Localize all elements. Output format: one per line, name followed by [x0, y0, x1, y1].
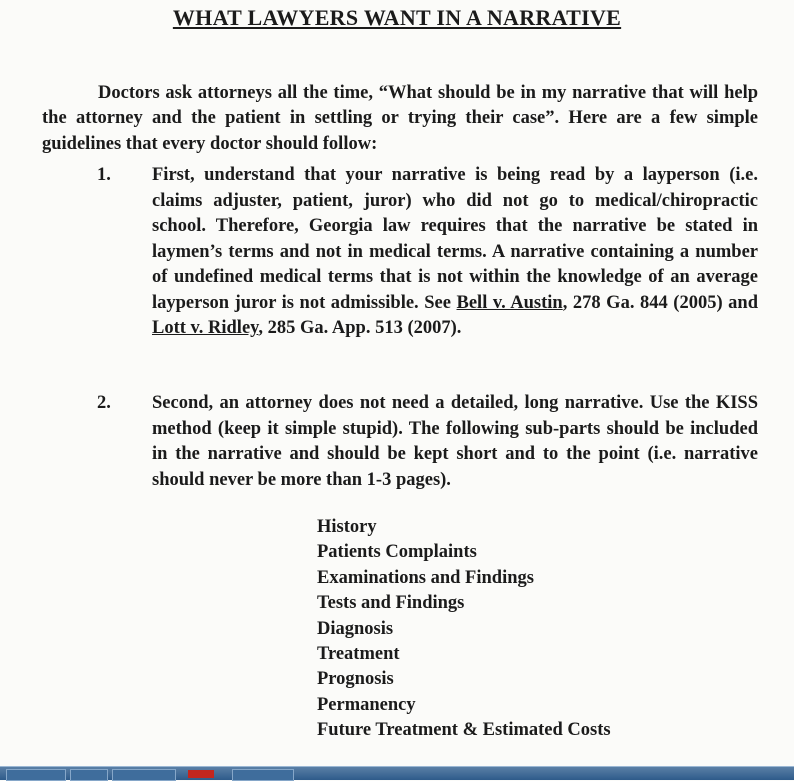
- subpart-item: Examinations and Findings: [317, 567, 534, 588]
- item-text: [152, 163, 758, 342]
- taskbar-button[interactable]: [70, 769, 108, 781]
- item-text-part: , 285 Ga. App. 513 (2007).: [258, 318, 462, 338]
- subparts-list: [317, 515, 611, 744]
- taskbar-button[interactable]: [6, 769, 66, 781]
- intro-paragraph: Doctors ask attorneys all the time, “What should be in my narrative that will help the attorney and the patient in settling or trying their case”. Here are a few simple guidelines that every doctor should follow:: [42, 82, 758, 154]
- item-text: Second, an attorney does not need a detailed, long narrative. Use the KISS method (keep it simple stupid). The following sub-parts should be included in the narrative and should be kept short and to the point (i.e. narrative should never be more than 1-3 pages).: [152, 393, 758, 490]
- guideline-item-1: [97, 163, 758, 342]
- subpart-item: Diagnosis: [317, 618, 394, 639]
- subpart-item: Prognosis: [317, 669, 394, 690]
- subpart-item: Future Treatment & Estimated Costs: [317, 720, 611, 741]
- subpart-item: Tests and Findings: [317, 593, 465, 614]
- item-text-part: , 278 Ga. 844 (2005) and: [562, 292, 758, 313]
- subpart-item: Patients Complaints: [317, 542, 477, 563]
- taskbar-button[interactable]: [232, 769, 294, 781]
- item-number: 2.: [97, 393, 111, 413]
- guideline-item-2: [97, 391, 758, 493]
- os-taskbar: [0, 766, 794, 780]
- case-citation-lott: Lott v. Ridley: [152, 318, 259, 338]
- subpart-item: Permanency: [317, 694, 416, 715]
- document-title: WHAT LAWYERS WANT IN A NARRATIVE: [172, 5, 622, 30]
- subpart-item: History: [317, 517, 377, 537]
- item-number: 1.: [97, 165, 111, 185]
- subpart-item: Treatment: [317, 644, 400, 665]
- taskbar-button[interactable]: [112, 769, 176, 781]
- case-citation-bell: Bell v. Austin: [456, 292, 563, 313]
- item-text-part: First, understand that your narrative is being read by a layperson (i.e. claims adjuster, patient, juror) who did not go to medical/chiropractic school. Therefore, Georgia law requires that the narrative be stated in laymen’s terms and not in medical terms. A narrative containing a number of undefined medical terms that is not within the knowledge of an average layperson juror is not admissible. See: [152, 165, 758, 313]
- pdf-app-icon[interactable]: [188, 770, 214, 778]
